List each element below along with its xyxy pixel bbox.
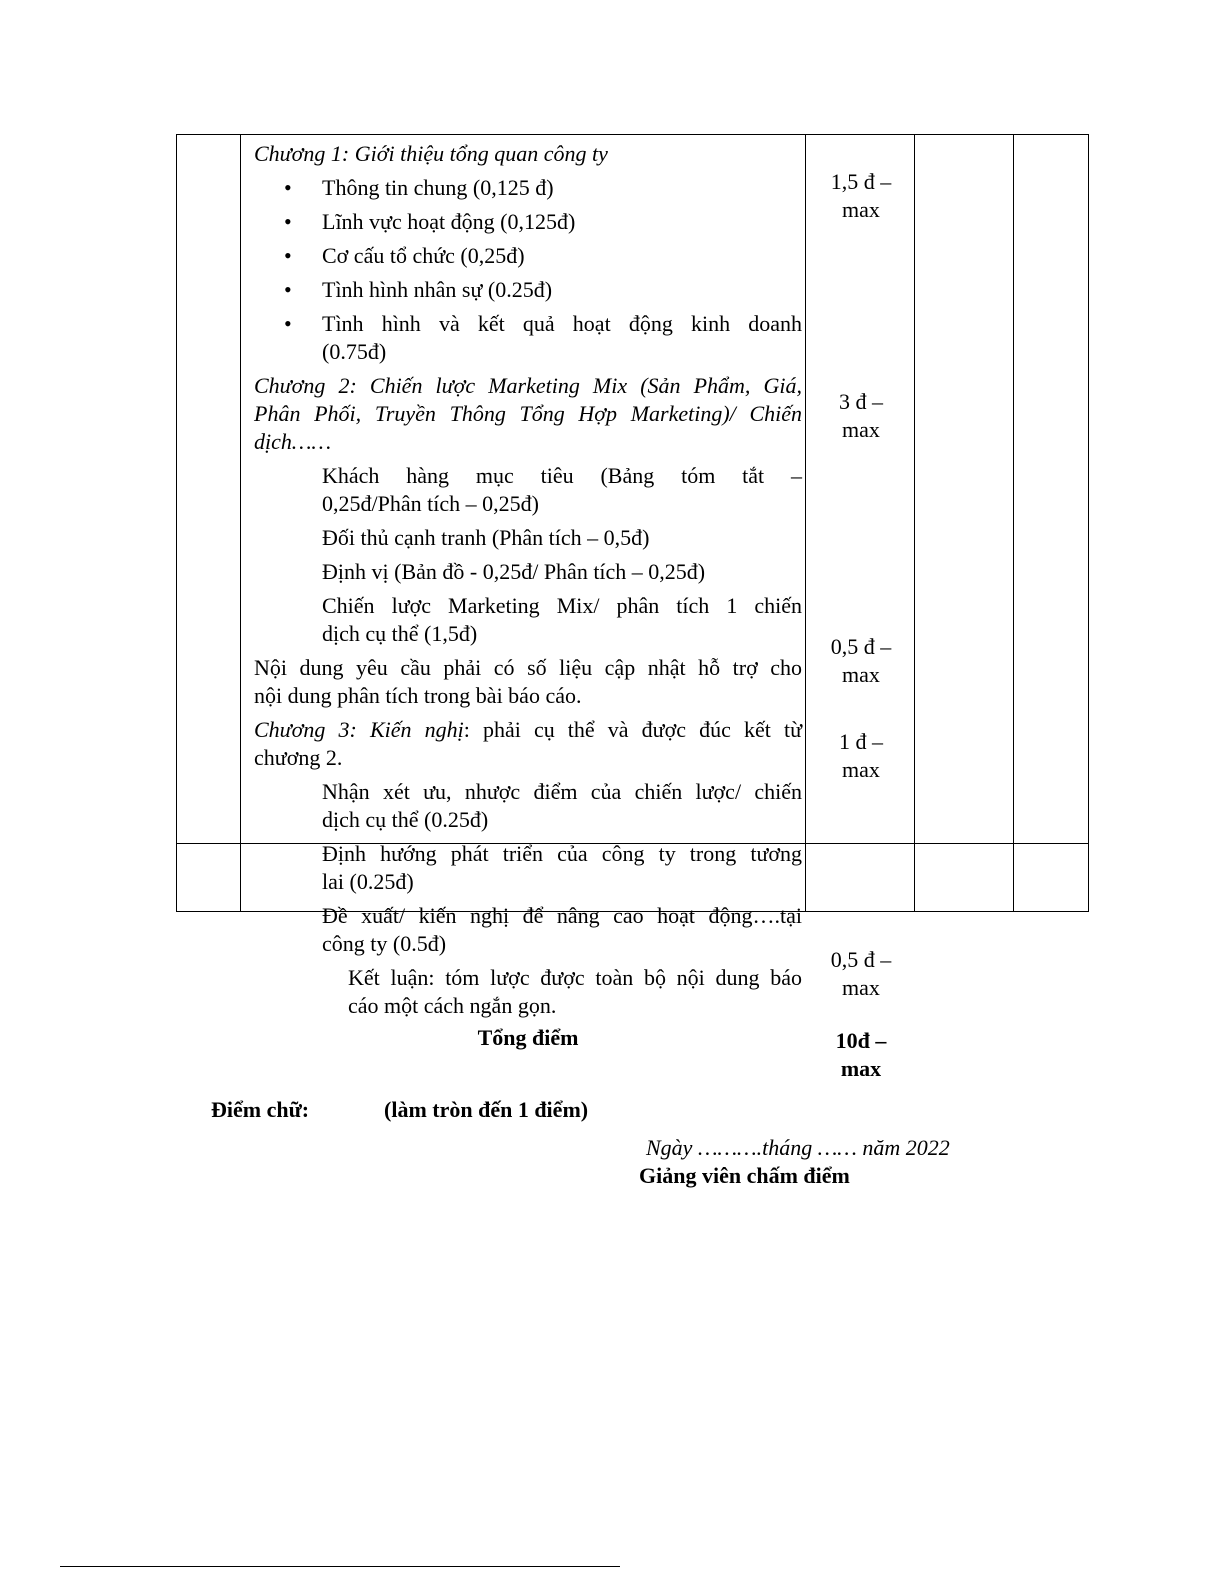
- chapter2-item-marketing-mix: Chiến lược Marketing Mix/ phân tích 1 chiến dịch cụ thể (1,5đ): [322, 593, 802, 646]
- chapter2-title: Chương 2: Chiến lược Marketing Mix (Sản Phẩm, Giá, Phân Phối, Truyền Thông Tổng Hợp Marketing)/ Chiến dịch……: [254, 373, 802, 454]
- chapter2-note: Nội dung yêu cầu phải có số liệu cập nhật hỗ trợ cho nội dung phân tích trong bài báo cáo.: [254, 655, 802, 708]
- table-col-border-6: [1088, 134, 1089, 912]
- table-col-border-1: [176, 134, 177, 912]
- total-score: 10đ – max: [835, 1028, 887, 1081]
- conclusion-score: 0,5 đ – max: [830, 947, 892, 1000]
- signature-date: Ngày ……….tháng …… năm 2022: [646, 1135, 950, 1160]
- bullet-icon: •: [284, 311, 292, 336]
- chapter2-item-target-customers: Khách hàng mục tiêu (Bảng tóm tắt – 0,25đ/Phân tích – 0,25đ): [322, 463, 802, 516]
- chapter1-title: Chương 1: Giới thiệu tổng quan công ty: [254, 141, 608, 166]
- list-item: • Thông tin chung (0,125 đ): [284, 175, 554, 200]
- criteria-content: [254, 140, 802, 1052]
- bullet-icon: •: [284, 277, 292, 302]
- conclusion: Kết luận: tóm lược được toàn bộ nội dung báo cáo một cách ngắn gọn.: [348, 965, 802, 1018]
- chapter1-score: 1,5 đ – max: [830, 169, 892, 222]
- chapter2-item-competitors: Đối thủ cạnh tranh (Phân tích – 0,5đ): [322, 525, 650, 550]
- grade-words-label: Điểm chữ:: [211, 1097, 310, 1122]
- signature-title: Giảng viên chấm điểm: [639, 1163, 850, 1188]
- list-item: • Lĩnh vực hoạt động (0,125đ): [284, 209, 576, 234]
- table-col-border-3: [805, 134, 806, 912]
- footer-divider: [60, 1566, 620, 1567]
- chapter1-bullet-list: [254, 174, 802, 366]
- bullet-icon: •: [284, 209, 292, 234]
- total-label: Tổng điểm: [477, 1025, 579, 1050]
- grade-words-note: (làm tròn đến 1 điểm): [384, 1097, 589, 1122]
- chapter3-item-direction: Định hướng phát triển của công ty trong tương lai (0.25đ): [322, 841, 802, 894]
- table-col-border-2: [240, 134, 241, 912]
- chapter3-item-proposal: Đề xuất/ kiến nghị để nâng cao hoạt động….tại công ty (0.5đ): [322, 903, 802, 956]
- bullet-icon: •: [284, 175, 292, 200]
- list-item: • Cơ cấu tổ chức (0,25đ): [284, 243, 525, 268]
- bullet-icon: •: [284, 243, 292, 268]
- list-item: • Tình hình nhân sự (0.25đ): [284, 277, 553, 302]
- chapter3-title: Chương 3: Kiến nghị: phải cụ thể và được đúc kết từ chương 2.: [254, 717, 802, 770]
- chapter2-item-positioning: Định vị (Bản đồ - 0,25đ/ Phân tích – 0,25đ): [322, 559, 706, 584]
- chapter3-score: 1 đ – max: [839, 729, 883, 782]
- chapter2-note-score: 0,5 đ – max: [830, 634, 892, 687]
- table-col-border-5: [1013, 134, 1014, 912]
- table-col-border-4: [914, 134, 915, 912]
- chapter2-score: 3 đ – max: [839, 389, 883, 442]
- list-item: • Tình hình và kết quả hoạt động kinh doanh (0.75đ): [284, 311, 802, 364]
- table-top-border: [176, 134, 1089, 135]
- chapter3-item-evaluation: Nhận xét ưu, nhược điểm của chiến lược/ chiến dịch cụ thể (0.25đ): [322, 779, 802, 832]
